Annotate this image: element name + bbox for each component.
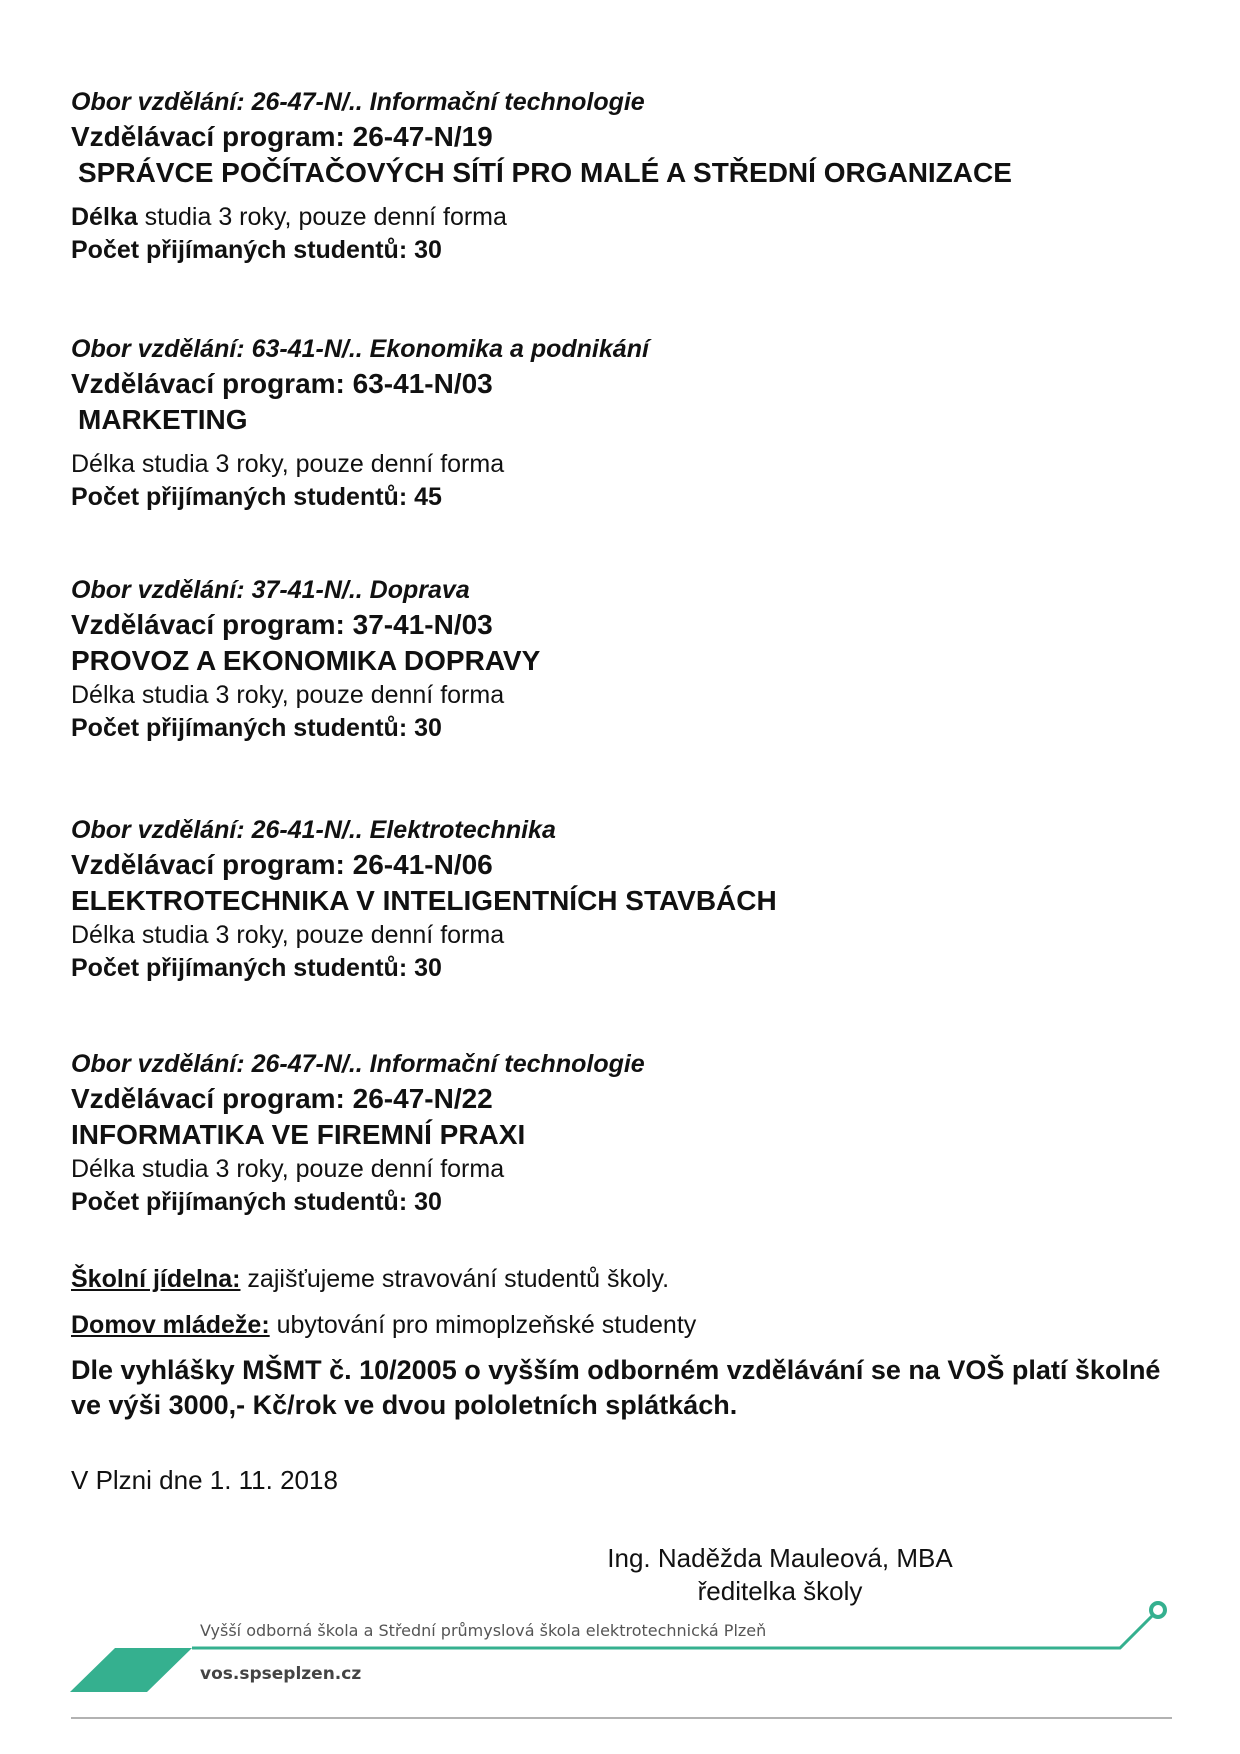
- student-count: Počet přijímaných studentů: 30: [71, 1188, 442, 1216]
- study-length-label: Délka: [71, 203, 138, 231]
- program-code: Vzdělávací program: 37-41-N/03: [71, 609, 493, 640]
- program-code: Vzdělávací program: 26-47-N/22: [71, 1083, 493, 1114]
- signature-block: [540, 1542, 1020, 1608]
- study-length: [71, 201, 1181, 234]
- study-length: Délka studia 3 roky, pouze denní forma: [71, 1155, 505, 1183]
- signatory-role: ředitelka školy: [697, 1576, 863, 1606]
- program-name: PROVOZ A EKONOMIKA DOPRAVY: [71, 645, 541, 676]
- footer-accent-parallelogram: [70, 1648, 192, 1692]
- canteen-info: [71, 1263, 1181, 1296]
- study-length: Délka studia 3 roky, pouze denní forma: [71, 450, 505, 478]
- field-of-study: Obor vzdělání: 26-47-N/.. Informační technologie: [71, 1050, 645, 1078]
- canteen-text: zajišťujeme stravování studentů školy.: [240, 1265, 670, 1293]
- program-code: Vzdělávací program: 26-47-N/19: [71, 121, 493, 152]
- program-block: [71, 574, 1181, 745]
- program-block: [71, 1048, 1181, 1219]
- program-name: MARKETING: [78, 404, 248, 435]
- field-of-study: Obor vzdělání: 26-41-N/.. Elektrotechnika: [71, 816, 556, 844]
- student-count: Počet přijímaných studentů: 45: [71, 483, 442, 511]
- dorm-text: ubytování pro mimoplzeňské studenty: [269, 1311, 697, 1339]
- program-block: [71, 333, 1181, 514]
- program-block: [71, 86, 1181, 267]
- footer-school-name: Vyšší odborná škola a Střední průmyslová škola elektrotechnická Plzeň: [200, 1621, 767, 1640]
- dorm-info: [71, 1309, 1181, 1342]
- footer-circuit-node-icon: [1151, 1603, 1165, 1617]
- study-length: Délka studia 3 roky, pouze denní forma: [71, 921, 505, 949]
- student-count: Počet přijímaných studentů: 30: [71, 714, 442, 742]
- program-code: Vzdělávací program: 63-41-N/03: [71, 368, 493, 399]
- fee-notice: Dle vyhlášky MŠMT č. 10/2005 o vyšším odborném vzdělávání se na VOŠ platí školné ve výši 3000,- Kč/rok ve dvou pololetních splátkách.: [71, 1355, 1161, 1420]
- dorm-label: Domov mládeže:: [71, 1311, 270, 1339]
- signatory-name: Ing. Naděžda Mauleová, MBA: [607, 1543, 953, 1573]
- program-name: ELEKTROTECHNIKA V INTELIGENTNÍCH STAVBÁCH: [71, 885, 777, 916]
- program-name: SPRÁVCE POČÍTAČOVÝCH SÍTÍ PRO MALÉ A STŘEDNÍ ORGANIZACE: [78, 157, 1012, 188]
- field-of-study: Obor vzdělání: 63-41-N/.. Ekonomika a podnikání: [71, 335, 649, 363]
- program-block: [71, 814, 1181, 985]
- document-date: V Plzni dne 1. 11. 2018: [71, 1465, 338, 1495]
- canteen-label: Školní jídelna:: [71, 1265, 241, 1293]
- study-length-text: studia 3 roky, pouze denní forma: [144, 203, 507, 231]
- student-count: Počet přijímaných studentů: 30: [71, 954, 442, 982]
- field-of-study: Obor vzdělání: 37-41-N/.. Doprava: [71, 576, 470, 604]
- footer-website-link[interactable]: vos.spseplzen.cz: [200, 1664, 362, 1684]
- footer-circuit-line: [192, 1616, 1152, 1648]
- program-code: Vzdělávací program: 26-41-N/06: [71, 849, 493, 880]
- study-length: Délka studia 3 roky, pouze denní forma: [71, 681, 505, 709]
- student-count: Počet přijímaných studentů: 30: [71, 236, 442, 264]
- field-of-study: Obor vzdělání: 26-47-N/.. Informační technologie: [71, 88, 645, 116]
- program-name: INFORMATIKA VE FIREMNÍ PRAXI: [71, 1119, 526, 1150]
